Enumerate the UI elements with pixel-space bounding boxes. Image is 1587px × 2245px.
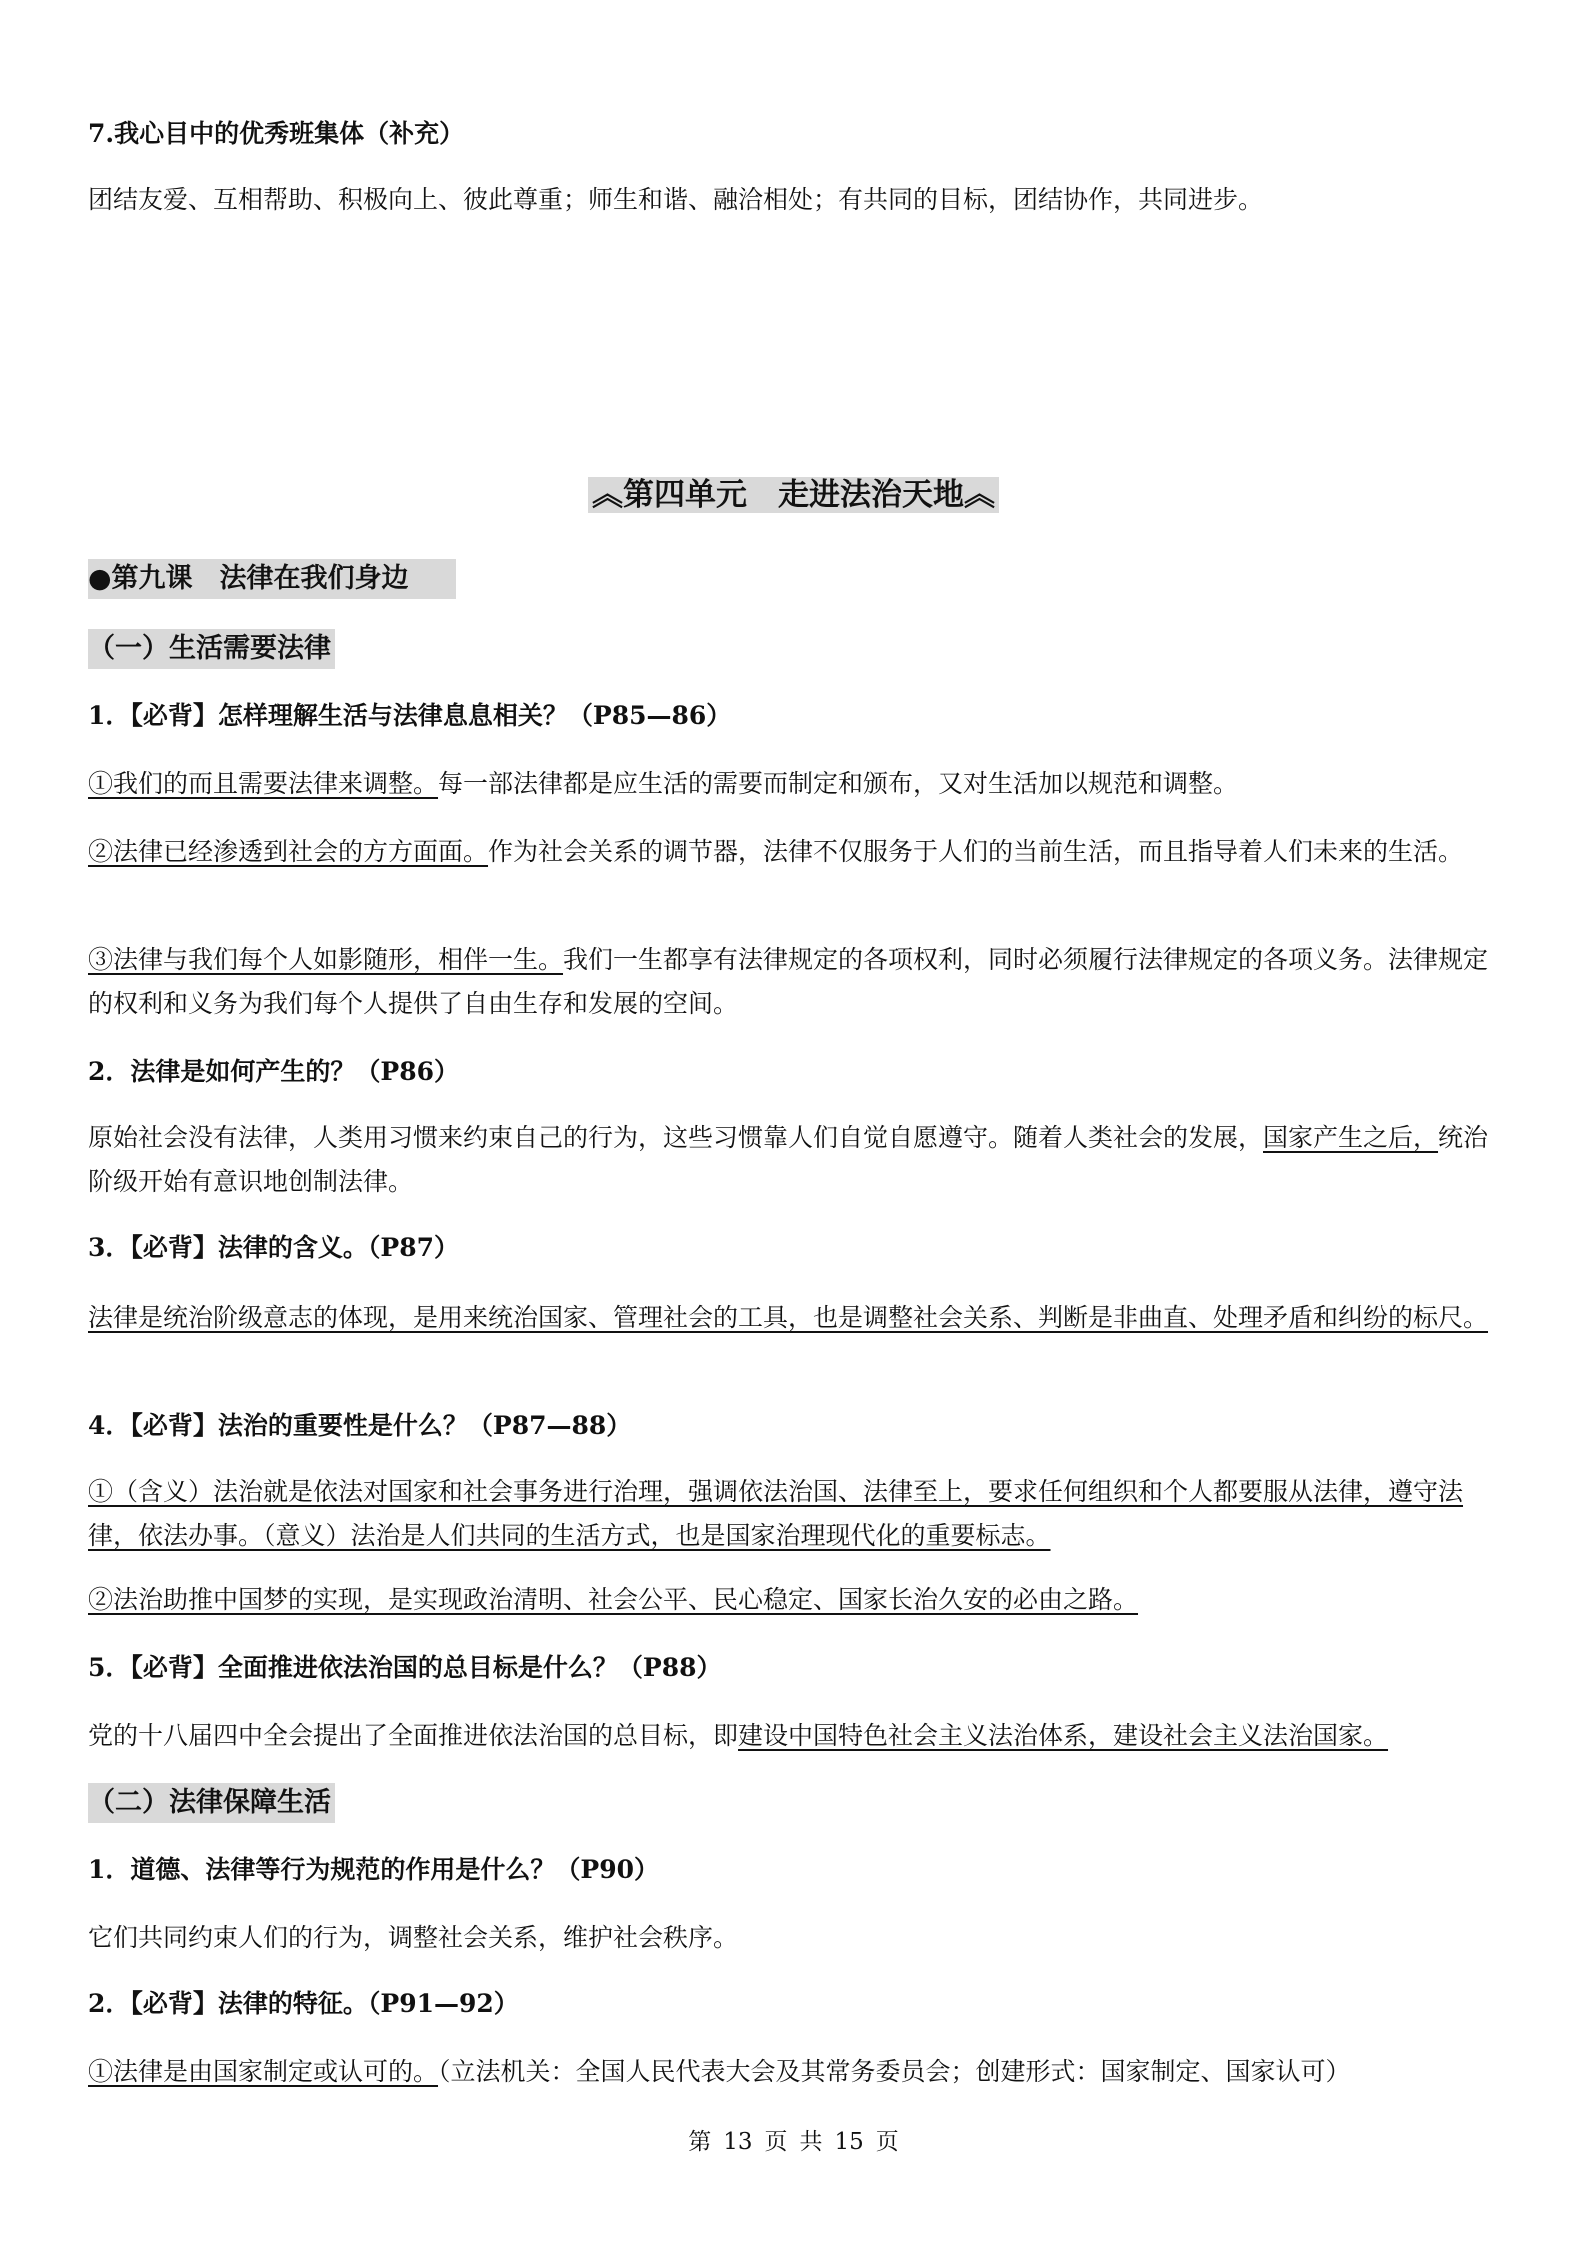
s1-q2-a-pre: 原始社会没有法律，人类用习惯来约束自己的行为，这些习惯靠人们自觉自愿遵守。随着人类社会的发展， — [88, 1123, 1264, 1152]
page-footer — [0, 2125, 1587, 2159]
s2-q2-title: 2．【必背】法律的特征。（P91—92） — [88, 1989, 519, 2018]
s1-q1-a3-key: ③法律与我们每个人如影随形，相伴一生。 — [88, 945, 564, 974]
s1-q5-a-key: 建设中国特色社会主义法治体系，建设社会主义法治国家。 — [738, 1721, 1389, 1750]
s1-q3-answer — [88, 1296, 1500, 1340]
s1-q4-a1-key: ①（含义）法治就是依法对国家和社会事务进行治理，强调依法治国、法律至上，要求任何组织和个人都要服从法律，遵守法律，依法办事。（意义）法治是人们共同的生活方式，也是国家治理现代化的重要标志。 — [88, 1477, 1464, 1550]
footer-gong: 共 — [799, 2129, 823, 2155]
s2-q1-answer: 它们共同约束人们的行为，调整社会关系，维护社会秩序。 — [88, 1923, 739, 1952]
s1-q1-answer-1 — [88, 762, 1500, 806]
s1-q5-answer — [88, 1714, 1500, 1758]
s1-q1-a3-rest: 我们一生都享有法律规定的各项权利，同时必须履行法律规定的各项义务。法律规定的权利和义务为我们每个人提供了自由生存和发展的空间。 — [88, 945, 1489, 1018]
s1-q1-answer-2 — [88, 830, 1500, 874]
footer-ye: 页 — [764, 2129, 788, 2155]
s1-q4-title: 4．【必背】法治的重要性是什么？（P87—88） — [88, 1411, 632, 1440]
lesson-title: ●第九课 法律在我们身边 — [88, 559, 456, 599]
footer-page-number: 13 — [723, 2129, 753, 2155]
s1-q3-a-key: 法律是统治阶级意志的体现，是用来统治国家、管理社会的工具，也是调整社会关系、判断是非曲直、处理矛盾和纠纷的标尺。 — [88, 1303, 1489, 1332]
s2-q2-a1-key: ①法律是由国家制定或认可的。 — [88, 2057, 439, 2086]
section-heading-1: （一）生活需要法律 — [88, 629, 335, 669]
s1-q2-a-key: 国家产生之后， — [1263, 1123, 1439, 1152]
unit-title-text: ︽第四单元 走进法治天地︽ — [588, 477, 999, 513]
s2-q2-a1-rest: （立法机关：全国人民代表大会及其常务委员会；创建形式：国家制定、国家认可） — [438, 2057, 1351, 2086]
footer-ye-2: 页 — [875, 2129, 899, 2155]
s2-q2-answer-1 — [88, 2050, 1500, 2094]
s2-q1-title: 1．道德、法律等行为规范的作用是什么？（P90） — [88, 1855, 659, 1884]
s1-q1-a2-rest: 作为社会关系的调节器，法律不仅服务于人们的当前生活，而且指导着人们未来的生活。 — [488, 837, 1464, 866]
s1-q4-answer-1 — [88, 1470, 1500, 1558]
section-heading-2: （二）法律保障生活 — [88, 1783, 335, 1823]
s1-q1-a2-key: ②法律已经渗透到社会的方方面面。 — [88, 837, 489, 866]
unit-title — [0, 470, 1587, 520]
item7-body: 团结友爱、互相帮助、积极向上、彼此尊重；师生和谐、融洽相处；有共同的目标，团结协作，共同进步。 — [88, 185, 1264, 214]
s1-q3-title: 3．【必背】法律的含义。（P87） — [88, 1233, 459, 1262]
footer-total-pages: 15 — [834, 2129, 864, 2155]
s1-q1-a1-key: ①我们的而且需要法律来调整。 — [88, 769, 439, 798]
s1-q1-answer-3 — [88, 938, 1500, 1026]
s1-q5-title: 5．【必背】全面推进依法治国的总目标是什么？（P88） — [88, 1653, 722, 1682]
footer-di: 第 — [688, 2129, 712, 2155]
item7-title: 7.我心目中的优秀班集体（补充） — [88, 119, 465, 148]
s1-q4-answer-2 — [88, 1578, 1500, 1622]
s1-q5-a-pre: 党的十八届四中全会提出了全面推进依法治国的总目标，即 — [88, 1721, 739, 1750]
s1-q1-a1-rest: 每一部法律都是应生活的需要而制定和颁布，又对生活加以规范和调整。 — [438, 769, 1239, 798]
s1-q2-a-post: 统治阶级开始有意识地创制法律。 — [88, 1123, 1489, 1196]
s1-q1-title: 1．【必背】怎样理解生活与法律息息相关？（P85—86） — [88, 701, 732, 730]
s1-q4-a2-key: ②法治助推中国梦的实现，是实现政治清明、社会公平、民心稳定、国家长治久安的必由之路。 — [88, 1585, 1139, 1614]
s1-q2-title: 2．法律是如何产生的？（P86） — [88, 1057, 459, 1086]
s1-q2-answer — [88, 1116, 1500, 1204]
